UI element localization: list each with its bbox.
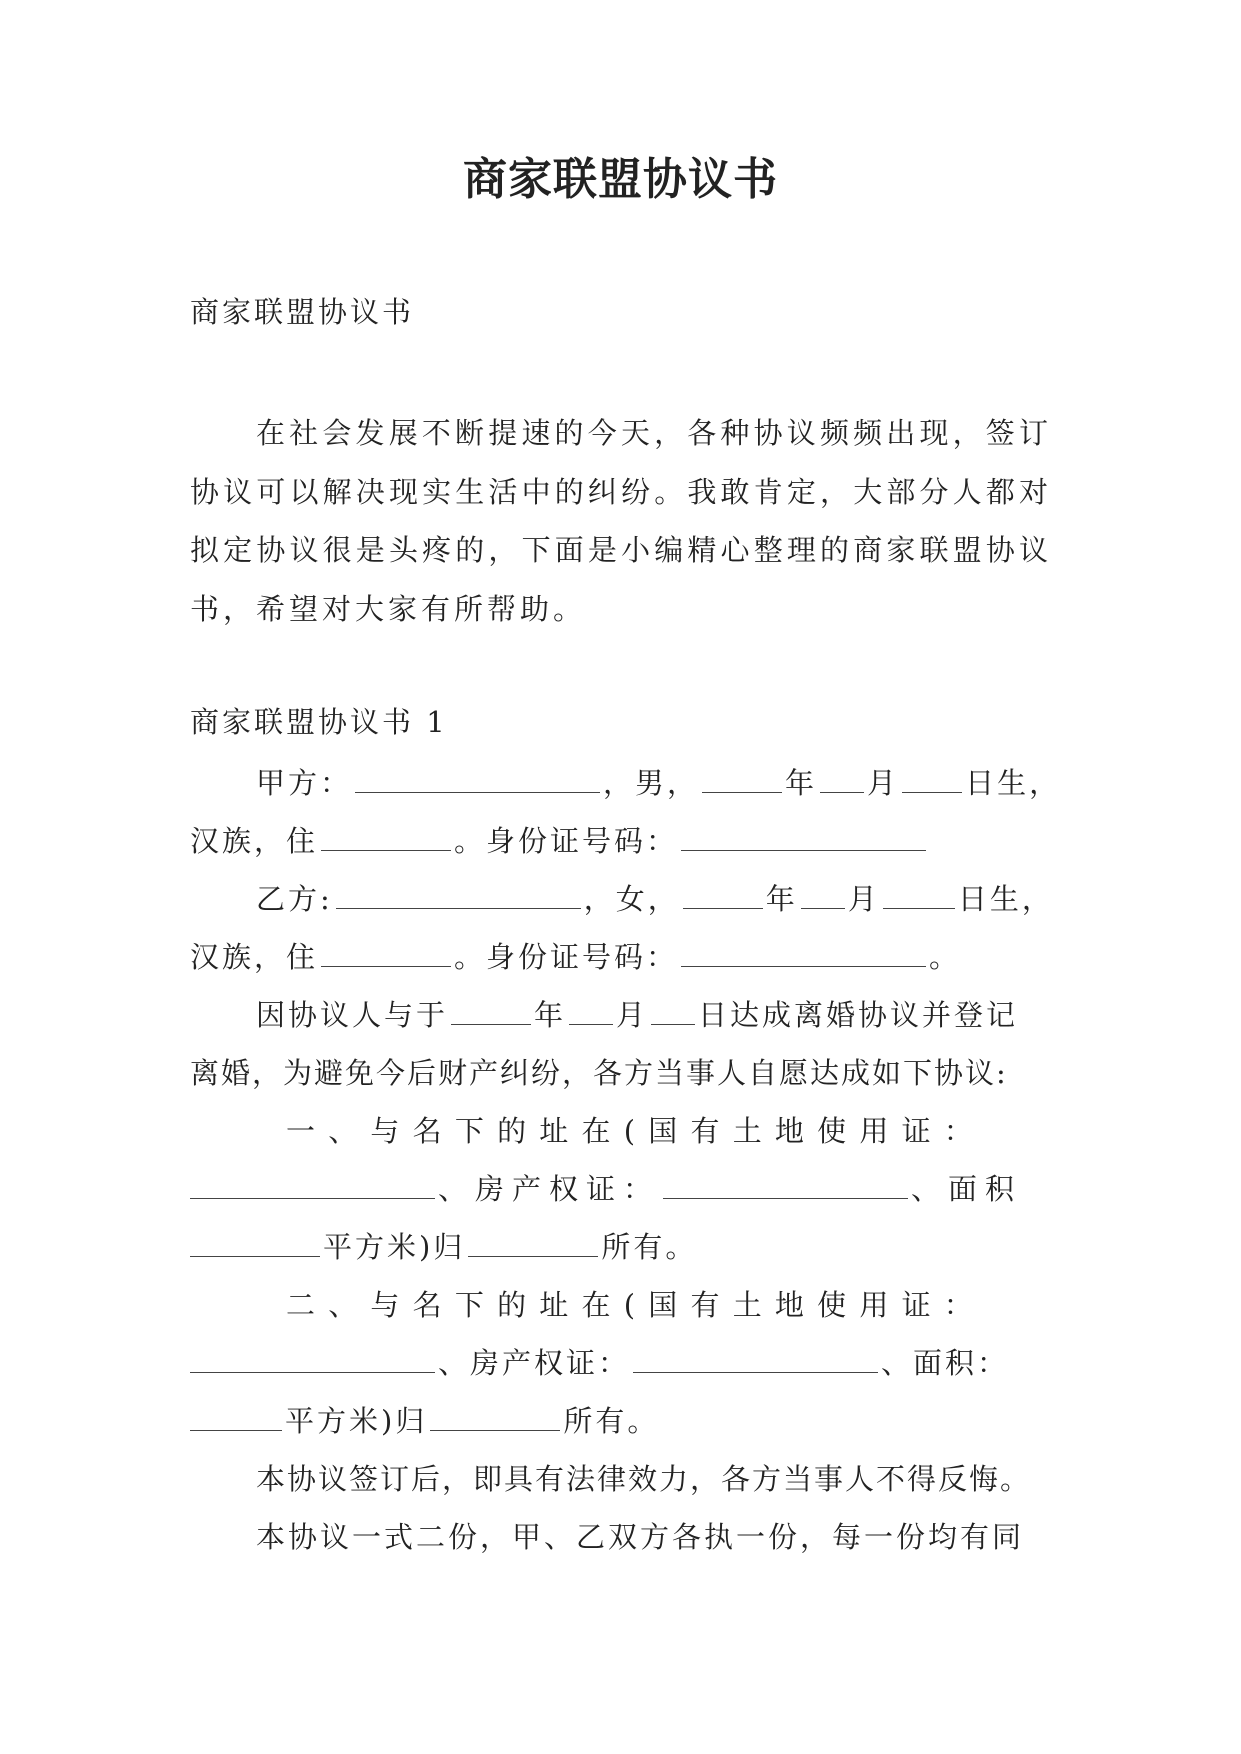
party-b-id: 。身份证号码：	[454, 940, 679, 974]
clause2-line3	[190, 1392, 1052, 1451]
party-b-line1	[190, 870, 1118, 929]
party-b-year: 年	[765, 882, 798, 916]
blank-name	[336, 886, 581, 909]
party-a-year: 年	[785, 766, 818, 800]
blank-year	[702, 770, 782, 793]
clause2-line2	[190, 1334, 1052, 1393]
party-b-ethnic: 汉族，住	[190, 940, 319, 974]
blank-id	[681, 944, 926, 967]
clause2-own: 所有。	[563, 1404, 660, 1438]
party-a-gender: ，男，	[603, 766, 700, 800]
blank-year	[451, 1002, 531, 1025]
party-b-label: 乙方:	[256, 882, 333, 916]
party-a-line2	[190, 812, 1052, 871]
clause1-line1: 一 、 与 名 下 的 址 在 ( 国 有 土 地 使 用 证 ：	[286, 1114, 975, 1148]
closing-line2: 本协议一式二份，甲、乙双方各执一份，每一份均有同	[256, 1520, 1025, 1554]
blank-house-cert	[633, 1350, 878, 1373]
party-a-month: 月	[867, 766, 900, 800]
party-b-born: 日生，	[957, 882, 1054, 916]
blank-day	[651, 1002, 695, 1025]
blank-month	[801, 886, 845, 909]
party-b-end: 。	[929, 940, 962, 974]
agreement-year: 年	[534, 998, 567, 1032]
document-title: 商家联盟协议书	[463, 154, 778, 205]
clause1-line2	[190, 1160, 1052, 1219]
party-b-gender: ，女，	[583, 882, 680, 916]
blank-month	[820, 770, 864, 793]
clause2-cert: 、房产权证：	[438, 1346, 631, 1380]
clause1-own: 所有。	[601, 1230, 698, 1264]
party-a-id: 。身份证号码：	[454, 824, 679, 858]
agreement-intro-start: 因协议人与于	[256, 998, 449, 1032]
party-a-line1	[190, 754, 1118, 813]
blank-day	[883, 886, 955, 909]
clause1-sqm: 平方米)归	[323, 1230, 466, 1264]
party-a-born: 日生，	[965, 766, 1062, 800]
party-a-label: 甲方：	[256, 766, 353, 800]
party-a-ethnic: 汉族，住	[190, 824, 319, 858]
blank-area	[190, 1408, 282, 1431]
intro-paragraph: 在社会发展不断提速的今天，各种协议频频出现，签订协议可以解决现实生活中的纠纷。我敢肯定，大部分人都对拟定协议很是头疼的，下面是小编精心整理的商家联盟协议书，希望对大家有所帮助。	[190, 416, 1052, 626]
agreement-intro-end: 日达成离婚协议并登记	[698, 998, 1019, 1032]
blank-owner	[468, 1234, 598, 1257]
document-subtitle: 商家联盟协议书	[190, 295, 415, 329]
clause2-sqm: 平方米)归	[285, 1404, 428, 1438]
blank-address	[321, 828, 451, 851]
blank-land-cert	[190, 1350, 435, 1373]
blank-area	[190, 1234, 320, 1257]
blank-day	[902, 770, 962, 793]
clause1-line3	[190, 1218, 1052, 1277]
agreement-line1	[190, 986, 1118, 1045]
clause2-area: 、面积：	[881, 1346, 1010, 1380]
blank-id	[681, 828, 926, 851]
party-b-month: 月	[847, 882, 880, 916]
clause1-area: 、面积	[911, 1172, 1023, 1206]
blank-year	[683, 886, 763, 909]
blank-house-cert	[663, 1176, 908, 1199]
blank-name	[355, 770, 600, 793]
agreement-line2: 离婚，为避免今后财产纠纷，各方当事人自愿达成如下协议:	[190, 1056, 1008, 1090]
closing-line1: 本协议签订后，即具有法律效力，各方当事人不得反悔。	[256, 1462, 1032, 1496]
agreement-month: 月	[616, 998, 649, 1032]
section-title: 商家联盟协议书 1	[190, 705, 448, 739]
clause2-line1: 二 、 与 名 下 的 址 在 ( 国 有 土 地 使 用 证 ：	[286, 1288, 975, 1322]
blank-owner	[430, 1408, 560, 1431]
clause1-cert: 、房产权证：	[438, 1172, 661, 1206]
blank-land-cert	[190, 1176, 435, 1199]
blank-month	[569, 1002, 613, 1025]
blank-address	[321, 944, 451, 967]
party-b-line2	[190, 928, 1052, 987]
